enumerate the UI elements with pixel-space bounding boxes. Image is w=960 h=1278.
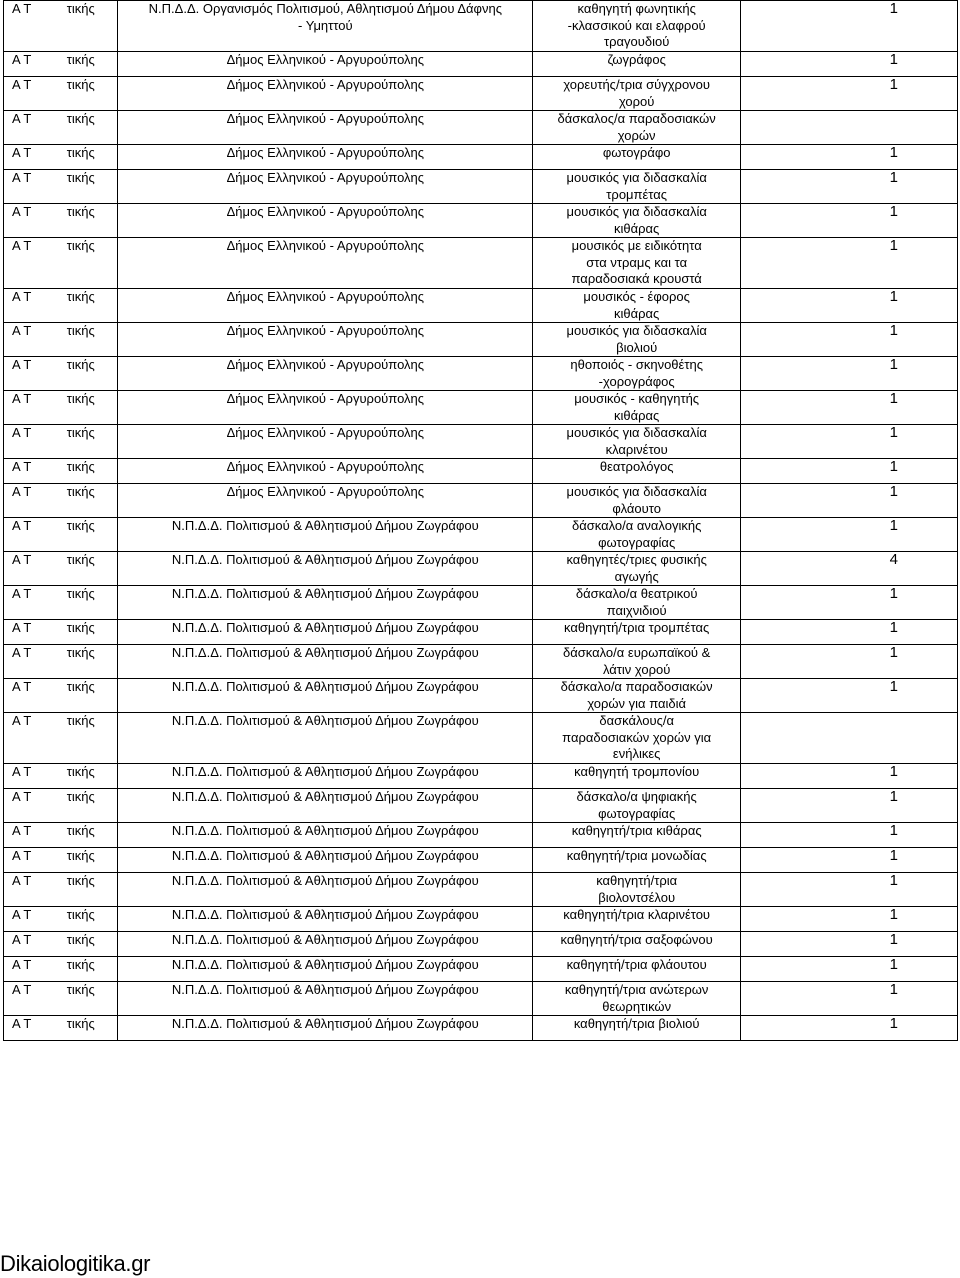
count-value: 1	[889, 822, 898, 839]
organization-cell: Δήμος Ελληνικού - Αργυρούπολης	[118, 204, 533, 238]
region-cell: Α Τ	[4, 77, 64, 111]
count-cell	[740, 823, 957, 848]
specialty-cell: καθηγητή/τρια μονωδίας	[533, 848, 741, 873]
count-value: 1	[889, 517, 898, 534]
specialty-cell: καθηγητή/τρια ανώτερων θεωρητικών	[533, 982, 741, 1016]
organization-cell: Ν.Π.Δ.Δ. Πολιτισμού & Αθλητισμού Δήμου Ζωγράφου	[118, 764, 533, 789]
organization-cell: Ν.Π.Δ.Δ. Οργανισμός Πολιτισμού, Αθλητισμού Δήμου Δάφνης - Υμηττού	[118, 1, 533, 52]
region-cell: Α Τ	[4, 848, 64, 873]
table-row	[4, 289, 958, 323]
count-value: 1	[889, 788, 898, 805]
table-row	[4, 1, 958, 52]
count-cell	[740, 425, 957, 459]
table-row	[4, 145, 958, 170]
type-cell: τικής	[64, 425, 118, 459]
count-value: 4	[889, 551, 898, 568]
region-cell: Α Τ	[4, 145, 64, 170]
region-cell: Α Τ	[4, 1, 64, 52]
table-row	[4, 425, 958, 459]
organization-cell: Ν.Π.Δ.Δ. Πολιτισμού & Αθλητισμού Δήμου Ζωγράφου	[118, 848, 533, 873]
count-value: 1	[889, 288, 898, 305]
region-cell: Α Τ	[4, 484, 64, 518]
specialty-cell: καθηγητή φωνητικής -κλασσικού και ελαφρού τραγουδιού	[533, 1, 741, 52]
specialty-cell: καθηγητή/τρια φλάουτου	[533, 957, 741, 982]
count-cell	[740, 586, 957, 620]
count-value: 1	[889, 169, 898, 186]
type-cell: τικής	[64, 289, 118, 323]
type-cell: τικής	[64, 679, 118, 713]
count-cell	[740, 620, 957, 645]
organization-cell: Δήμος Ελληνικού - Αργυρούπολης	[118, 145, 533, 170]
count-cell	[740, 645, 957, 679]
count-value: 1	[889, 356, 898, 373]
type-cell: τικής	[64, 848, 118, 873]
table-row	[4, 620, 958, 645]
region-cell: Α Τ	[4, 586, 64, 620]
count-cell	[740, 518, 957, 552]
specialty-cell: μουσικός - καθηγητής κιθάρας	[533, 391, 741, 425]
organization-cell: Ν.Π.Δ.Δ. Πολιτισμού & Αθλητισμού Δήμου Ζωγράφου	[118, 645, 533, 679]
count-value: 1	[889, 644, 898, 661]
table-row	[4, 764, 958, 789]
count-cell	[740, 789, 957, 823]
count-cell	[740, 145, 957, 170]
specialty-cell: μουσικός για διδασκαλία φλάουτο	[533, 484, 741, 518]
count-cell	[740, 1, 957, 52]
count-value: 1	[889, 458, 898, 475]
type-cell: τικής	[64, 586, 118, 620]
specialty-cell: δάσκαλο/α παραδοσιακών χορών για παιδιά	[533, 679, 741, 713]
type-cell: τικής	[64, 1, 118, 52]
specialty-cell: μουσικός για διδασκαλία κιθάρας	[533, 204, 741, 238]
table-row	[4, 907, 958, 932]
specialty-cell: καθηγητή/τρια βιολοντσέλου	[533, 873, 741, 907]
specialty-cell: χορευτής/τρια σύγχρονου χορού	[533, 77, 741, 111]
table-row	[4, 111, 958, 145]
count-value: 1	[889, 0, 898, 17]
type-cell: τικής	[64, 907, 118, 932]
region-cell: Α Τ	[4, 957, 64, 982]
count-cell	[740, 552, 957, 586]
count-cell	[740, 957, 957, 982]
count-cell	[740, 1016, 957, 1041]
specialty-cell: δασκάλους/α παραδοσιακών χορών για ενήλικες	[533, 713, 741, 764]
specialty-cell: ηθοποιός - σκηνοθέτης -χορογράφος	[533, 357, 741, 391]
specialty-cell: δάσκαλο/α ψηφιακής φωτογραφίας	[533, 789, 741, 823]
organization-cell: Δήμος Ελληνικού - Αργυρούπολης	[118, 238, 533, 289]
count-cell	[740, 357, 957, 391]
specialty-cell: δάσκαλο/α αναλογικής φωτογραφίας	[533, 518, 741, 552]
organization-cell: Δήμος Ελληνικού - Αργυρούπολης	[118, 289, 533, 323]
specialty-cell: ζωγράφος	[533, 52, 741, 77]
organization-cell: Ν.Π.Δ.Δ. Πολιτισμού & Αθλητισμού Δήμου Ζωγράφου	[118, 789, 533, 823]
region-cell: Α Τ	[4, 982, 64, 1016]
specialty-cell: μουσικός με ειδικότητα στα ντραμς και τα παραδοσιακά κρουστά	[533, 238, 741, 289]
type-cell: τικής	[64, 873, 118, 907]
count-value: 1	[889, 619, 898, 636]
count-value: 1	[889, 483, 898, 500]
table-body	[4, 1, 958, 1041]
organization-cell: Δήμος Ελληνικού - Αργυρούπολης	[118, 391, 533, 425]
table-row	[4, 873, 958, 907]
table-row	[4, 204, 958, 238]
positions-table	[3, 0, 958, 1041]
table-row	[4, 357, 958, 391]
specialty-cell: δάσκαλος/α παραδοσιακών χορών	[533, 111, 741, 145]
organization-cell: Δήμος Ελληνικού - Αργυρούπολης	[118, 77, 533, 111]
type-cell: τικής	[64, 484, 118, 518]
count-cell	[740, 170, 957, 204]
region-cell: Α Τ	[4, 204, 64, 238]
region-cell: Α Τ	[4, 238, 64, 289]
region-cell: Α Τ	[4, 170, 64, 204]
count-cell	[740, 484, 957, 518]
organization-cell: Ν.Π.Δ.Δ. Πολιτισμού & Αθλητισμού Δήμου Ζωγράφου	[118, 586, 533, 620]
region-cell: Α Τ	[4, 552, 64, 586]
organization-cell: Δήμος Ελληνικού - Αργυρούπολης	[118, 170, 533, 204]
type-cell: τικής	[64, 764, 118, 789]
table-row	[4, 848, 958, 873]
count-value: 1	[889, 847, 898, 864]
table-row	[4, 518, 958, 552]
specialty-cell: φωτογράφο	[533, 145, 741, 170]
site-watermark: Dikaiologitika.gr	[0, 1251, 151, 1276]
count-cell	[740, 932, 957, 957]
type-cell: τικής	[64, 1016, 118, 1041]
type-cell: τικής	[64, 518, 118, 552]
count-value: 1	[889, 906, 898, 923]
region-cell: Α Τ	[4, 789, 64, 823]
type-cell: τικής	[64, 111, 118, 145]
organization-cell: Δήμος Ελληνικού - Αργυρούπολης	[118, 357, 533, 391]
organization-cell: Ν.Π.Δ.Δ. Πολιτισμού & Αθλητισμού Δήμου Ζωγράφου	[118, 552, 533, 586]
specialty-cell: δάσκαλο/α ευρωπαϊκού & λάτιν χορού	[533, 645, 741, 679]
table-row	[4, 77, 958, 111]
type-cell: τικής	[64, 552, 118, 586]
table-row	[4, 789, 958, 823]
table-row	[4, 323, 958, 357]
specialty-cell: καθηγητή/τρια σαξοφώνου	[533, 932, 741, 957]
count-cell	[740, 289, 957, 323]
organization-cell: Ν.Π.Δ.Δ. Πολιτισμού & Αθλητισμού Δήμου Ζωγράφου	[118, 982, 533, 1016]
specialty-cell: καθηγητή/τρια κιθάρας	[533, 823, 741, 848]
region-cell: Α Τ	[4, 932, 64, 957]
type-cell: τικής	[64, 932, 118, 957]
organization-cell: Ν.Π.Δ.Δ. Πολιτισμού & Αθλητισμού Δήμου Ζωγράφου	[118, 713, 533, 764]
region-cell: Α Τ	[4, 823, 64, 848]
region-cell: Α Τ	[4, 679, 64, 713]
table-row	[4, 391, 958, 425]
count-cell	[740, 391, 957, 425]
region-cell: Α Τ	[4, 357, 64, 391]
organization-cell: Δήμος Ελληνικού - Αργυρούπολης	[118, 323, 533, 357]
region-cell: Α Τ	[4, 907, 64, 932]
count-value: 1	[889, 322, 898, 339]
table-row	[4, 932, 958, 957]
count-value: 1	[889, 390, 898, 407]
count-cell	[740, 713, 957, 764]
type-cell: τικής	[64, 620, 118, 645]
specialty-cell: μουσικός για διδασκαλία κλαρινέτου	[533, 425, 741, 459]
count-cell	[740, 982, 957, 1016]
region-cell: Α Τ	[4, 620, 64, 645]
organization-cell: Ν.Π.Δ.Δ. Πολιτισμού & Αθλητισμού Δήμου Ζωγράφου	[118, 1016, 533, 1041]
count-cell	[740, 764, 957, 789]
region-cell: Α Τ	[4, 713, 64, 764]
count-value: 1	[889, 76, 898, 93]
organization-cell: Δήμος Ελληνικού - Αργυρούπολης	[118, 52, 533, 77]
count-value: 1	[889, 51, 898, 68]
organization-cell: Δήμος Ελληνικού - Αργυρούπολης	[118, 425, 533, 459]
count-cell	[740, 679, 957, 713]
table-row	[4, 459, 958, 484]
specialty-cell: δάσκαλο/α θεατρικού παιχνιδιού	[533, 586, 741, 620]
count-value: 1	[889, 981, 898, 998]
table-row	[4, 982, 958, 1016]
count-cell	[740, 459, 957, 484]
type-cell: τικής	[64, 645, 118, 679]
specialty-cell: θεατρολόγος	[533, 459, 741, 484]
region-cell: Α Τ	[4, 645, 64, 679]
table-row	[4, 679, 958, 713]
region-cell: Α Τ	[4, 289, 64, 323]
table-row	[4, 484, 958, 518]
type-cell: τικής	[64, 52, 118, 77]
table-row	[4, 1016, 958, 1041]
region-cell: Α Τ	[4, 52, 64, 77]
table-row	[4, 957, 958, 982]
region-cell: Α Τ	[4, 764, 64, 789]
organization-cell: Ν.Π.Δ.Δ. Πολιτισμού & Αθλητισμού Δήμου Ζωγράφου	[118, 823, 533, 848]
organization-cell: Δήμος Ελληνικού - Αργυρούπολης	[118, 111, 533, 145]
table-row	[4, 586, 958, 620]
count-value: 1	[889, 1015, 898, 1032]
specialty-cell: καθηγητές/τριες φυσικής αγωγής	[533, 552, 741, 586]
type-cell: τικής	[64, 357, 118, 391]
organization-cell: Ν.Π.Δ.Δ. Πολιτισμού & Αθλητισμού Δήμου Ζωγράφου	[118, 932, 533, 957]
specialty-cell: καθηγητή/τρια βιολιού	[533, 1016, 741, 1041]
organization-cell: Ν.Π.Δ.Δ. Πολιτισμού & Αθλητισμού Δήμου Ζωγράφου	[118, 873, 533, 907]
count-cell	[740, 323, 957, 357]
count-value: 1	[889, 678, 898, 695]
region-cell: Α Τ	[4, 111, 64, 145]
count-value: 1	[889, 144, 898, 161]
organization-cell: Δήμος Ελληνικού - Αργυρούπολης	[118, 484, 533, 518]
type-cell: τικής	[64, 789, 118, 823]
count-value: 1	[889, 424, 898, 441]
count-cell	[740, 873, 957, 907]
count-cell	[740, 907, 957, 932]
type-cell: τικής	[64, 713, 118, 764]
type-cell: τικής	[64, 823, 118, 848]
region-cell: Α Τ	[4, 323, 64, 357]
type-cell: τικής	[64, 77, 118, 111]
organization-cell: Ν.Π.Δ.Δ. Πολιτισμού & Αθλητισμού Δήμου Ζωγράφου	[118, 679, 533, 713]
table-row	[4, 645, 958, 679]
table-row	[4, 823, 958, 848]
region-cell: Α Τ	[4, 518, 64, 552]
table-row	[4, 238, 958, 289]
count-value: 1	[889, 872, 898, 889]
table-row	[4, 170, 958, 204]
table-row	[4, 552, 958, 586]
specialty-cell: μουσικός για διδασκαλία τρομπέτας	[533, 170, 741, 204]
region-cell: Α Τ	[4, 873, 64, 907]
count-cell	[740, 52, 957, 77]
region-cell: Α Τ	[4, 1016, 64, 1041]
type-cell: τικής	[64, 170, 118, 204]
type-cell: τικής	[64, 238, 118, 289]
organization-cell: Ν.Π.Δ.Δ. Πολιτισμού & Αθλητισμού Δήμου Ζωγράφου	[118, 957, 533, 982]
type-cell: τικής	[64, 323, 118, 357]
count-cell	[740, 848, 957, 873]
count-cell	[740, 238, 957, 289]
specialty-cell: καθηγητή/τρια τρομπέτας	[533, 620, 741, 645]
count-value: 1	[889, 237, 898, 254]
count-value: 1	[889, 763, 898, 780]
specialty-cell: μουσικός - έφορος κιθάρας	[533, 289, 741, 323]
type-cell: τικής	[64, 145, 118, 170]
count-cell	[740, 204, 957, 238]
specialty-cell: καθηγητή τρομπονίου	[533, 764, 741, 789]
organization-cell: Ν.Π.Δ.Δ. Πολιτισμού & Αθλητισμού Δήμου Ζωγράφου	[118, 907, 533, 932]
type-cell: τικής	[64, 204, 118, 238]
table-row	[4, 713, 958, 764]
count-value: 1	[889, 956, 898, 973]
count-cell	[740, 77, 957, 111]
count-cell	[740, 111, 957, 145]
type-cell: τικής	[64, 459, 118, 484]
region-cell: Α Τ	[4, 459, 64, 484]
count-value: 1	[889, 203, 898, 220]
type-cell: τικής	[64, 957, 118, 982]
specialty-cell: μουσικός για διδασκαλία βιολιού	[533, 323, 741, 357]
specialty-cell: καθηγητή/τρια κλαρινέτου	[533, 907, 741, 932]
type-cell: τικής	[64, 391, 118, 425]
type-cell: τικής	[64, 982, 118, 1016]
region-cell: Α Τ	[4, 425, 64, 459]
organization-cell: Ν.Π.Δ.Δ. Πολιτισμού & Αθλητισμού Δήμου Ζωγράφου	[118, 518, 533, 552]
table-row	[4, 52, 958, 77]
organization-cell: Ν.Π.Δ.Δ. Πολιτισμού & Αθλητισμού Δήμου Ζωγράφου	[118, 620, 533, 645]
count-value: 1	[889, 931, 898, 948]
region-cell: Α Τ	[4, 391, 64, 425]
organization-cell: Δήμος Ελληνικού - Αργυρούπολης	[118, 459, 533, 484]
count-value: 1	[889, 585, 898, 602]
